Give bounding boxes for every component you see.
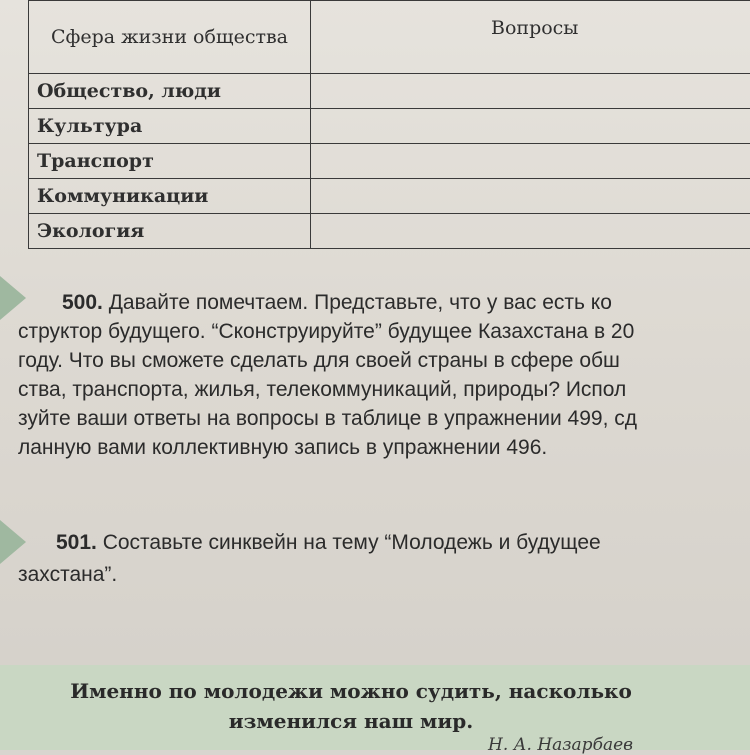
table-row <box>29 214 750 249</box>
table-header-sphere: Сфера жизни общества <box>29 1 311 74</box>
table-row <box>29 144 750 179</box>
exercise-500-line-5: зуйте ваши ответы на вопросы в таблице в упражнении 499, сд <box>18 404 750 433</box>
table-row <box>29 74 750 109</box>
quote-line-1: Именно по молодежи можно судить, насколько <box>26 676 676 706</box>
exercise-500-number: 500. <box>62 291 103 314</box>
exercise-marker-icon <box>0 276 26 320</box>
exercise-500-line-4: ства, транспорта, жилья, телекоммуникаций, природы? Испол <box>18 375 750 404</box>
exercise-500-line-2: структор будущего. “Сконструируйте” будущее Казахстана в 20 <box>18 317 750 346</box>
table-header-row <box>29 1 750 74</box>
table-header-questions: Вопросы <box>311 1 750 74</box>
table-cell-questions <box>311 144 750 179</box>
table-row <box>29 179 750 214</box>
exercise-500-line-3: году. Что вы сможете сделать для своей страны в сфере обш <box>18 346 750 375</box>
quote-line-2: изменился наш мир. <box>26 706 676 736</box>
table-cell-sphere: Транспорт <box>29 144 311 179</box>
table-cell-questions <box>311 179 750 214</box>
exercise-marker-icon <box>0 520 26 564</box>
table-cell-sphere: Коммуникации <box>29 179 311 214</box>
exercise-501-line-2: захстана”. <box>18 560 750 589</box>
exercise-500-line-1: 500. Давайте помечтаем. Представьте, что у вас есть ко <box>62 288 750 317</box>
quote-text <box>26 676 676 736</box>
exercise-501-number: 501. <box>56 531 97 554</box>
spheres-table <box>28 0 750 249</box>
exercise-500-line-6: ланную вами коллективную запись в упражнении 496. <box>18 433 750 462</box>
exercise-501-line-1: 501. Составьте синквейн на тему “Молодежь и будущее <box>56 528 750 557</box>
table-cell-sphere: Экология <box>29 214 311 249</box>
quote-author: Н. А. Назарбаев <box>488 735 633 755</box>
table-cell-sphere: Культура <box>29 109 311 144</box>
table-row <box>29 109 750 144</box>
table-cell-questions <box>311 74 750 109</box>
table-cell-questions <box>311 109 750 144</box>
table-cell-questions <box>311 214 750 249</box>
table-cell-sphere: Общество, люди <box>29 74 311 109</box>
